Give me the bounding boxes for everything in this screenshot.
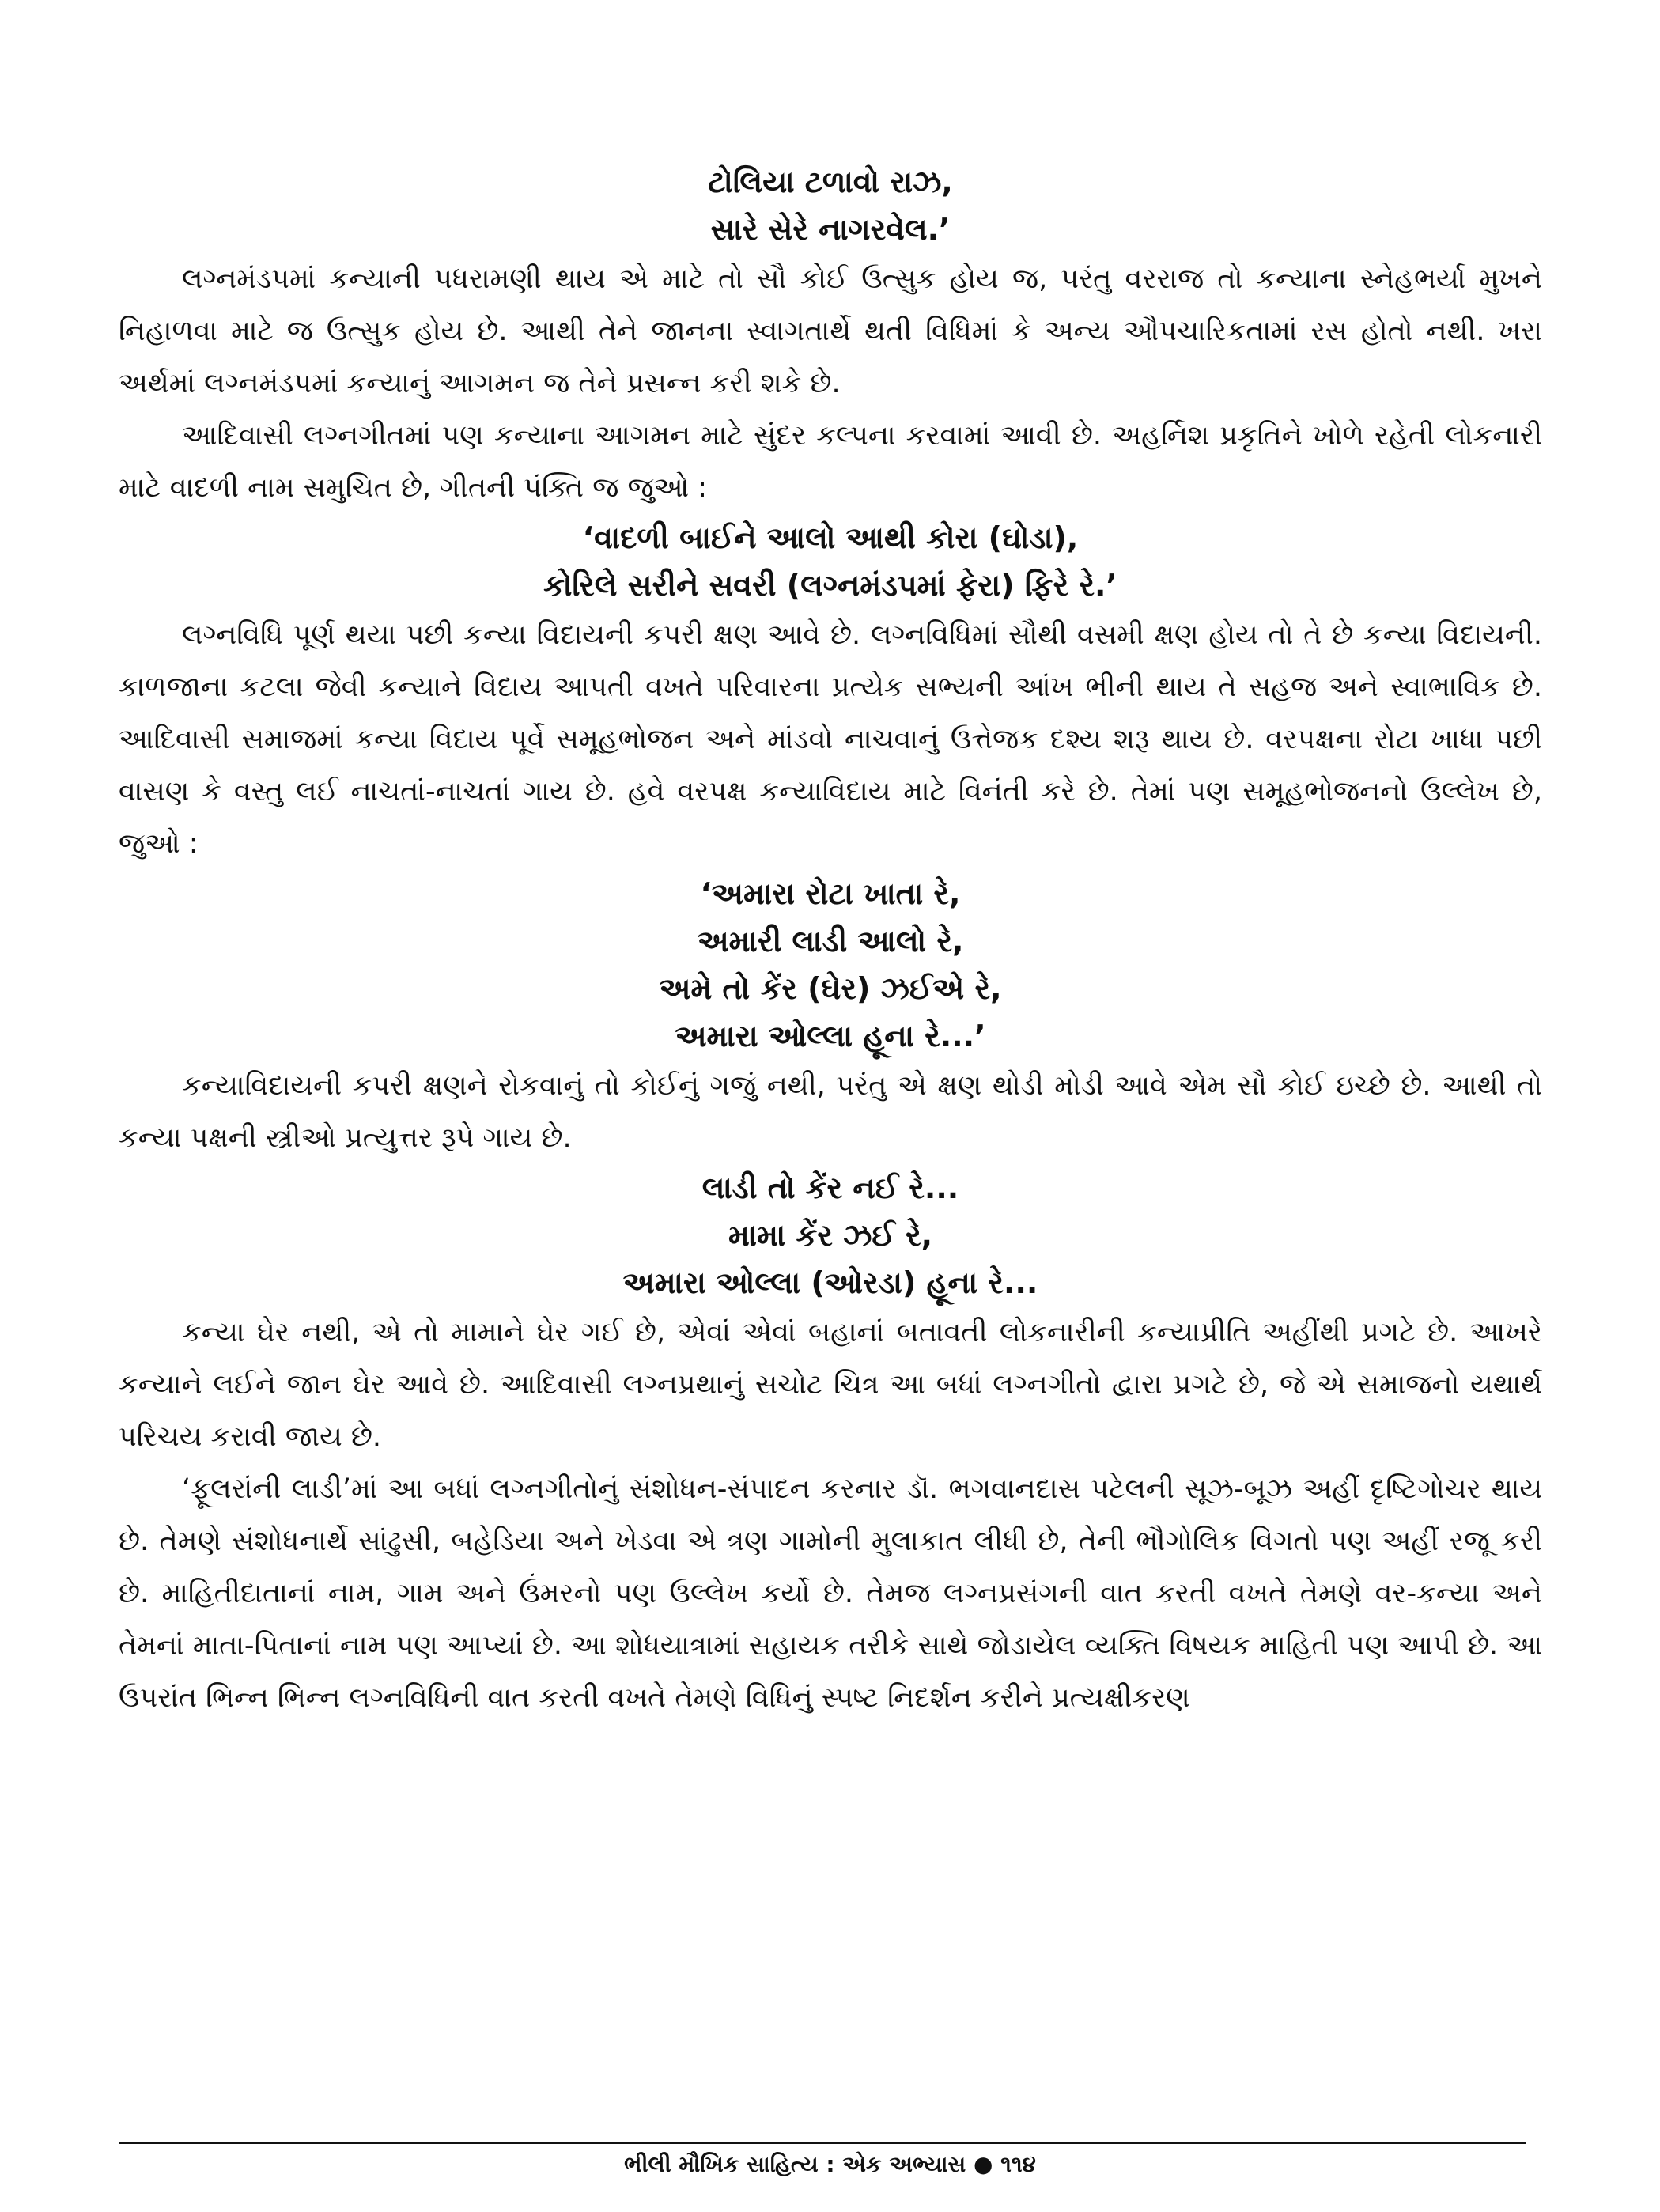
verse-line: અમારા ઓલ્લા (ઓરડા) હૂના રે... [622, 1265, 1038, 1300]
verse-line: ‘વાદળી બાઈને આલો આથી કોરા (ઘોડા), [582, 520, 1079, 555]
paragraph: લગ્નમંડપમાં કન્યાની પધરામણી થાય એ માટે તો સૌ કોઈ ઉત્સુક હોય જ, પરંતુ વરરાજ તો કન્યાના સ્નેહભર્યા મુખને નિહાળવા માટે જ ઉત્સુક હોય છે. આથી તેને જાનના સ્વાગતાર્થે થતી વિધિમાં કે અન્ય ઔપચારિકતામાં રસ હોતો નથી. ખરા અર્થમાં લગ્નમંડપમાં કન્યાનું આગમન જ તેને પ્રસન્ન કરી શકે છે. [119, 263, 1542, 399]
verse-line: લાડી તો કેંર નઈ રે... [701, 1170, 959, 1205]
verse-line: કોરિલે સરીને સવરી (લગ્નમંડપમાં ફેરા) ફિરે રે.’ [543, 568, 1117, 603]
verse-line: સારે સેરે નાગરવેલ.’ [710, 212, 951, 247]
verse-line: અમારા ઓલ્લા હૂના રે...’ [675, 1019, 986, 1053]
paragraph: આદિવાસી લગ્નગીતમાં પણ કન્યાના આગમન માટે સુંદર કલ્પના કરવામાં આવી છે. અહર્નિશ પ્રકૃતિને ખોળે રહેતી લોકનારી માટે વાદળી નામ સમુચિત છે, ગીતની પંક્તિ જ જુઓ : [119, 420, 1542, 504]
verse-line: મામા કેંર ઝઈ રે, [728, 1218, 933, 1253]
paragraph: લગ્નવિધિ પૂર્ણ થયા પછી કન્યા વિદાયની કપરી ક્ષણ આવે છે. લગ્નવિધિમાં સૌથી વસમી ક્ષણ હોય તો તે છે કન્યા વિદાયની. કાળજાના કટલા જેવી કન્યાને વિદાય આપતી વખતે પરિવારના પ્રત્યેક સભ્યની આંખ ભીની થાય તે સહજ અને સ્વાભાવિક છે. આદિવાસી સમાજમાં કન્યા વિદાય પૂર્વે સમૂહભોજન અને માંડવો નાચવાનું ઉત્તેજક દશ્ય શરૂ થાય છે. વરપક્ષના રોટા ખાધા પછી વાસણ કે વસ્તુ લઈ નાચતાં-નાચતાં ગાય છે. હવે વરપક્ષ કન્યાવિદાય માટે વિનંતી કરે છે. તેમાં પણ સમૂહભોજનનો ઉલ્લેખ છે, જુઓ : [119, 619, 1542, 860]
verse-line: અમારી લાડી આલો રે, [697, 924, 964, 959]
verse-line: ‘અમારા રોટા ખાતા રે, [700, 876, 961, 911]
page-footer: ભીલી મૌખિક સાહિત્ય : એક અભ્યાસ ● ૧૧૪ [624, 2151, 1036, 2177]
footer-rule [119, 2142, 1526, 2144]
paragraph: કન્યાવિદાયની કપરી ક્ષણને રોકવાનું તો કોઈનું ગજું નથી, પરંતુ એ ક્ષણ થોડી મોડી આવે એમ સૌ કોઈ ઇચ્છે છે. આથી તો કન્યા પક્ષની સ્ત્રીઓ પ્રત્યુત્તર રૂપે ગાય છે. [119, 1070, 1542, 1154]
verse-line: અમે તો કેંર (ઘેર) ઝઈએ રે, [659, 971, 1002, 1006]
verse-line: ટોલિયા ટળાવો રાઝ, [708, 164, 953, 199]
page-body [119, 158, 1542, 1724]
paragraph: કન્યા ઘેર નથી, એ તો મામાને ઘેર ગઈ છે, એવાં એવાં બહાનાં બતાવતી લોકનારીની કન્યાપ્રીતિ અહીંથી પ્રગટે છે. આખરે કન્યાને લઈને જાન ઘેર આવે છે. આદિવાસી લગ્નપ્રથાનું સચોટ ચિત્ર આ બધાં લગ્નગીતો દ્વારા પ્રગટે છે, જે એ સમાજનો યથાર્થ પરિચય કરાવી જાય છે. [119, 1317, 1542, 1453]
paragraph: ‘ફૂલરાંની લાડી’માં આ બધાં લગ્નગીતોનું સંશોધન-સંપાદન કરનાર ડૉ. ભગવાનદાસ પટેલની સૂઝ-બૂઝ અહીં દૃષ્ટિગોચર થાય છે. તેમણે સંશોધનાર્થે સાંઢુસી, બહેડિયા અને ખેડવા એ ત્રણ ગામોની મુલાકાત લીધી છે, તેની ભૌગોલિક વિગતો પણ અહીં રજૂ કરી છે. માહિતીદાતાનાં નામ, ગામ અને ઉંમરનો પણ ઉલ્લેખ કર્યો છે. તેમજ લગ્નપ્રસંગની વાત કરતી વખતે તેમણે વર-કન્યા અને તેમનાં માતા-પિતાનાં નામ પણ આપ્યાં છે. આ શોધયાત્રામાં સહાયક તરીકે સાથે જોડાયેલ વ્યક્તિ વિષયક માહિતી પણ આપી છે. આ ઉપરાંત ભિન્ન ભિન્ન લગ્નવિધિની વાત કરતી વખતે તેમણે વિધિનું સ્પષ્ટ નિદર્શન કરીને પ્રત્યક્ષીકરણ [119, 1473, 1542, 1714]
